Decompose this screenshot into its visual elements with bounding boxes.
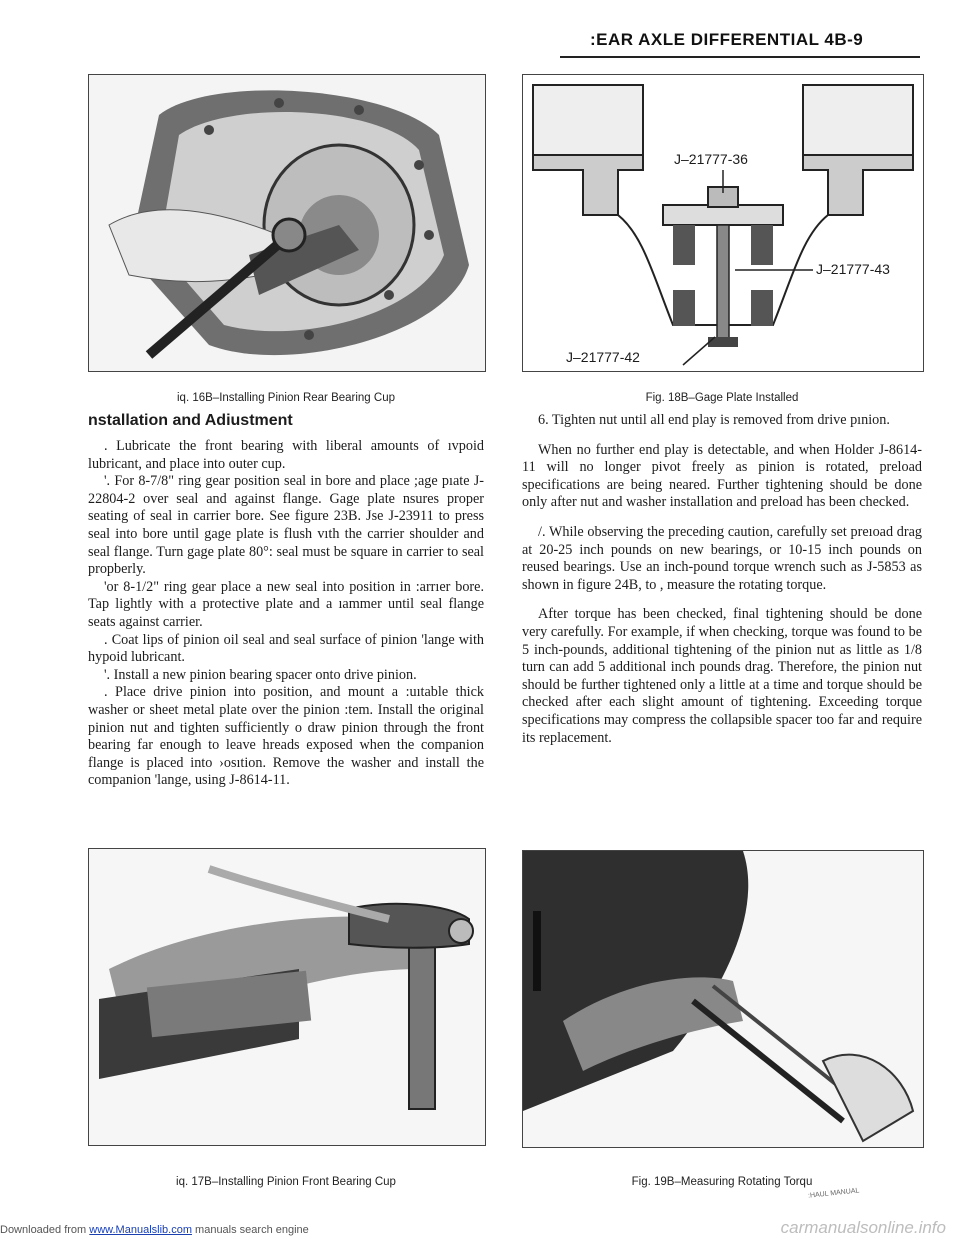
paragraph: '. For 8-7/8" ring gear position seal in bore and place ;age pıate J-22804-2 over seal and against flange. Gage plate nsures proper seating of seal in carrier bore. See figure 23B. Jse J-23911 to press seal into bore until gage plate is flush vıth the carrier shoulder and seal flange. Turn gage plate 80°: seal must be square in carrier to seal propberly.	[88, 473, 484, 578]
figure-16b-caption: iq. 16B–Installing Pinion Rear Bearing Cup	[177, 392, 395, 404]
figure-19b	[522, 850, 924, 1148]
figure-16b	[88, 74, 486, 372]
figure-17b-caption: iq. 17B–Installing Pinion Front Bearing Cup	[176, 1176, 396, 1188]
footer-prefix: Downloaded from	[0, 1224, 90, 1236]
figure-17b	[88, 848, 486, 1146]
manual-stamp: :HAUL MANUAL	[807, 1187, 860, 1200]
pinion-front-bearing-cup-photo	[89, 849, 485, 1145]
figure-18b-caption: Fig. 18B–Gage Plate Installed	[645, 392, 799, 404]
paragraph: /. While observing the preceding caution, carefully set preıoad drag at 20-25 inch pounds on new bearings, or 10-15 inch pounds on reused bearings. Use an inch-pound torque wrench such as J-5853 as shown in figure 24B, to , measure the rotating torque.	[522, 523, 922, 593]
paragraph: 'or 8-1/2" ring gear place a new seal into position in :arrıer bore. Tap lightly with a protective plate and a ıammer until seal flange seats against carrier.	[88, 578, 484, 630]
section-title: nstallation and Adiustment	[88, 412, 293, 429]
paragraph: . Coat lips of pinion oil seal and seal surface of pinion 'lange with hypoid lubricant.	[88, 631, 484, 666]
label-j-21777-43: J–21777-43	[813, 261, 893, 277]
measuring-rotating-torque-photo	[523, 851, 923, 1147]
paragraph: '. Install a new pinion bearing spacer onto drive pinion.	[104, 666, 417, 683]
paragraph: 6. Tighten nut until all end play is removed from drive pınion.	[538, 412, 890, 428]
pinion-rear-bearing-cup-photo	[89, 75, 485, 371]
gage-plate-diagram	[523, 75, 923, 371]
paragraph: When no further end play is detectable, and when Holder J-8614-11 will no longer pivot freely as pinion is rotated, preload specifications are being neared. Further tightening should be done only after nut and washer installation and preload has been checked.	[522, 441, 922, 511]
site-watermark: carmanualsonline.info	[780, 1218, 946, 1237]
page-header: :EAR AXLE DIFFERENTIAL 4B-9	[590, 30, 864, 49]
paragraph: After torque has been checked, final tightening should be done very carefully. For example, if when checking, torque was found to be 5 inch-pounds, additional tightening of the pinion nut as little as 1/8 turn can add 5 additional inch pounds drag. Therefore, the pinion nut should be further tightened only a little at a time and torque should be checked after each slight amount of tightening. Exceeding torque specifications may compress the collapsible spacer too far and require its replacement.	[522, 606, 922, 746]
figure-19b-caption: Fig. 19B–Measuring Rotating Torqu	[631, 1176, 813, 1188]
footer-suffix: manuals search engine	[191, 1224, 309, 1236]
label-j-21777-36: J–21777-36	[671, 151, 751, 167]
paragraph: . Place drive pinion into position, and mount a :uıtable thick washer or sheet metal plate over the pinion :tem. Install the original pinion nut and tighten sufficiently o draw pinion through the front bearing far enough to leave hreads exposed when the companion flange is placed into ›osıtion. Remove the washer and install the companion 'lange, using J-8614-11.	[88, 684, 484, 789]
label-j-21777-42: J–21777-42	[563, 349, 643, 365]
manualslib-link[interactable]: www.Manualslib.com	[89, 1224, 192, 1236]
header-rule	[560, 56, 920, 58]
left-column-text	[88, 438, 484, 790]
paragraph: . Lubricate the front bearing with liberal amounts of ıvpoid lubricant, and place into outer cup.	[88, 438, 484, 472]
figure-18b	[522, 74, 924, 372]
right-column-text	[522, 412, 922, 747]
